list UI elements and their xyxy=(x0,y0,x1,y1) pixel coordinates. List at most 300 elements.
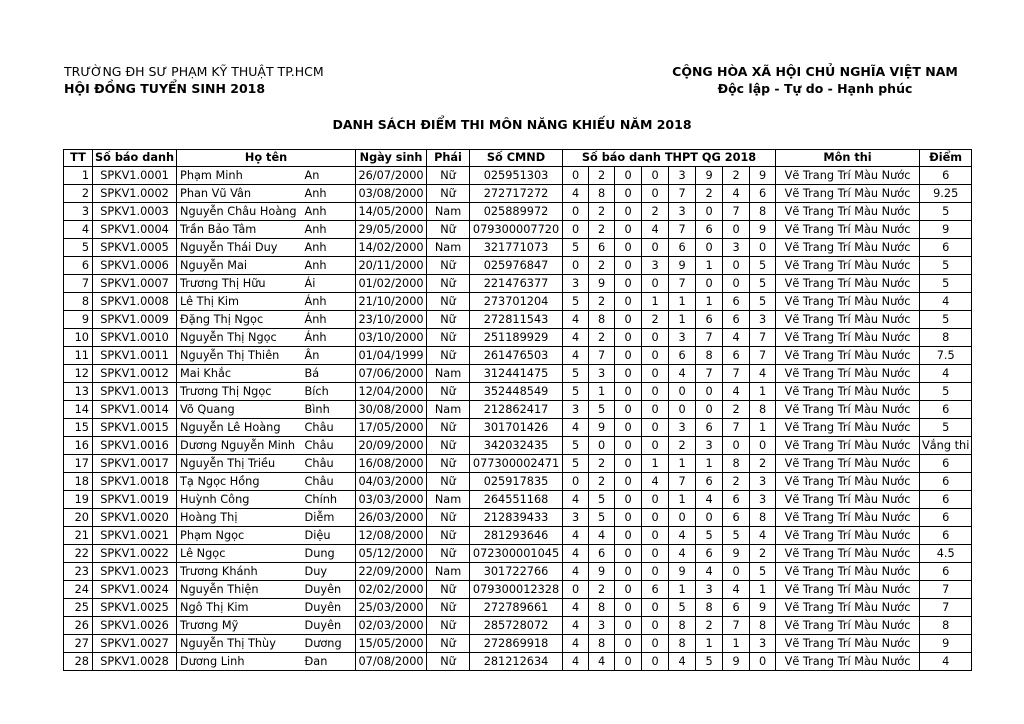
cell-sbd: SPKV1.0015 xyxy=(93,419,177,437)
cell-tt: 24 xyxy=(64,581,93,599)
cell-tt: 7 xyxy=(64,275,93,293)
council-name: HỘI ĐỒNG TUYỂN SINH 2018 xyxy=(64,81,266,96)
cell-digit: 0 xyxy=(615,311,642,329)
cell-digit: 4 xyxy=(750,527,776,545)
cell-digit: 7 xyxy=(750,347,776,365)
cell-ten: Châu xyxy=(304,473,356,491)
cell-sbd: SPKV1.0013 xyxy=(93,383,177,401)
cell-tt: 13 xyxy=(64,383,93,401)
cell-digit: 0 xyxy=(615,221,642,239)
cell-digit: 2 xyxy=(589,473,615,491)
cell-ten: Anh xyxy=(304,185,356,203)
table-row xyxy=(64,455,972,473)
cell-digit: 0 xyxy=(642,401,669,419)
cell-digit: 2 xyxy=(589,293,615,311)
cell-cmnd: 342032435 xyxy=(470,437,563,455)
cell-cmnd: 221476377 xyxy=(470,275,563,293)
cell-digit: 4 xyxy=(563,635,589,653)
cell-ngaysinh: 26/07/2000 xyxy=(356,167,427,185)
cell-digit: 1 xyxy=(750,581,776,599)
cell-digit: 4 xyxy=(563,617,589,635)
cell-digit: 5 xyxy=(563,293,589,311)
cell-cmnd: 272789661 xyxy=(470,599,563,617)
cell-digit: 4 xyxy=(723,329,750,347)
cell-digit: 0 xyxy=(615,491,642,509)
cell-ho: Nguyễn Thái Duy xyxy=(177,239,304,257)
table-row xyxy=(64,581,972,599)
cell-cmnd: 025976847 xyxy=(470,257,563,275)
cell-digit: 4 xyxy=(669,365,696,383)
cell-ho: Trương Thị Ngọc xyxy=(177,383,304,401)
cell-digit: 9 xyxy=(589,419,615,437)
cell-digit: 6 xyxy=(696,311,723,329)
cell-cmnd: 281212634 xyxy=(470,653,563,671)
cell-phai: Nữ xyxy=(427,257,470,275)
cell-ho: Võ Quang xyxy=(177,401,304,419)
cell-sbd: SPKV1.0014 xyxy=(93,401,177,419)
cell-digit: 2 xyxy=(723,167,750,185)
cell-digit: 6 xyxy=(750,185,776,203)
cell-monthi: Vẽ Trang Trí Màu Nước xyxy=(776,221,920,239)
cell-digit: 2 xyxy=(589,329,615,347)
cell-sbd: SPKV1.0003 xyxy=(93,203,177,221)
cell-cmnd: 251189929 xyxy=(470,329,563,347)
cell-digit: 1 xyxy=(696,257,723,275)
cell-ngaysinh: 07/06/2000 xyxy=(356,365,427,383)
cell-phai: Nữ xyxy=(427,455,470,473)
cell-cmnd: 273701204 xyxy=(470,293,563,311)
cell-ho: Hoàng Thị xyxy=(177,509,304,527)
cell-ngaysinh: 20/11/2000 xyxy=(356,257,427,275)
cell-sbd: SPKV1.0021 xyxy=(93,527,177,545)
cell-digit: 1 xyxy=(669,311,696,329)
cell-sbd: SPKV1.0012 xyxy=(93,365,177,383)
cell-digit: 8 xyxy=(750,203,776,221)
cell-ngaysinh: 14/02/2000 xyxy=(356,239,427,257)
cell-digit: 0 xyxy=(642,347,669,365)
cell-digit: 2 xyxy=(642,311,669,329)
cell-digit: 7 xyxy=(723,365,750,383)
cell-digit: 7 xyxy=(696,329,723,347)
cell-ten: Bình xyxy=(304,401,356,419)
cell-digit: 2 xyxy=(669,437,696,455)
cell-diem: 5 xyxy=(920,275,972,293)
cell-ho: Lê Thị Kim xyxy=(177,293,304,311)
cell-digit: 4 xyxy=(563,527,589,545)
cell-phai: Nam xyxy=(427,365,470,383)
cell-ngaysinh: 16/08/2000 xyxy=(356,455,427,473)
cell-digit: 1 xyxy=(696,635,723,653)
cell-digit: 3 xyxy=(589,365,615,383)
cell-monthi: Vẽ Trang Trí Màu Nước xyxy=(776,293,920,311)
cell-digit: 0 xyxy=(589,437,615,455)
cell-digit: 9 xyxy=(669,257,696,275)
cell-diem: 5 xyxy=(920,203,972,221)
cell-ten: Duyên xyxy=(304,599,356,617)
cell-digit: 2 xyxy=(589,257,615,275)
cell-phai: Nữ xyxy=(427,635,470,653)
cell-digit: 1 xyxy=(589,383,615,401)
cell-digit: 6 xyxy=(723,347,750,365)
cell-ho: Phạm Ngọc xyxy=(177,527,304,545)
cell-cmnd: 077300002471 xyxy=(470,455,563,473)
cell-digit: 8 xyxy=(669,635,696,653)
col-monthi: Môn thi xyxy=(776,150,920,167)
cell-tt: 25 xyxy=(64,599,93,617)
cell-tt: 6 xyxy=(64,257,93,275)
cell-diem: 8 xyxy=(920,329,972,347)
cell-digit: 4 xyxy=(696,491,723,509)
cell-tt: 8 xyxy=(64,293,93,311)
cell-ho: Nguyễn Lê Hoàng xyxy=(177,419,304,437)
cell-digit: 2 xyxy=(723,401,750,419)
cell-cmnd: 281293646 xyxy=(470,527,563,545)
cell-ten: Bích xyxy=(304,383,356,401)
cell-digit: 3 xyxy=(750,311,776,329)
cell-digit: 6 xyxy=(723,599,750,617)
cell-digit: 6 xyxy=(669,239,696,257)
cell-digit: 3 xyxy=(642,257,669,275)
cell-monthi: Vẽ Trang Trí Màu Nước xyxy=(776,419,920,437)
cell-digit: 0 xyxy=(563,167,589,185)
cell-digit: 3 xyxy=(669,329,696,347)
cell-digit: 6 xyxy=(723,509,750,527)
cell-ngaysinh: 03/08/2000 xyxy=(356,185,427,203)
cell-digit: 8 xyxy=(589,599,615,617)
cell-digit: 5 xyxy=(750,275,776,293)
cell-tt: 16 xyxy=(64,437,93,455)
cell-monthi: Vẽ Trang Trí Màu Nước xyxy=(776,635,920,653)
cell-digit: 7 xyxy=(669,473,696,491)
cell-diem: 6 xyxy=(920,491,972,509)
cell-ten: Duyên xyxy=(304,617,356,635)
cell-ho: Mai Khắc xyxy=(177,365,304,383)
cell-digit: 2 xyxy=(696,185,723,203)
table-row xyxy=(64,383,972,401)
cell-digit: 7 xyxy=(696,365,723,383)
cell-digit: 4 xyxy=(669,545,696,563)
cell-monthi: Vẽ Trang Trí Màu Nước xyxy=(776,257,920,275)
cell-ten: Dương xyxy=(304,635,356,653)
cell-phai: Nữ xyxy=(427,617,470,635)
score-table xyxy=(63,149,972,671)
cell-diem: 5 xyxy=(920,311,972,329)
cell-digit: 0 xyxy=(615,329,642,347)
cell-digit: 5 xyxy=(750,293,776,311)
cell-monthi: Vẽ Trang Trí Màu Nước xyxy=(776,437,920,455)
cell-digit: 0 xyxy=(723,257,750,275)
table-row xyxy=(64,311,972,329)
cell-sbd: SPKV1.0028 xyxy=(93,653,177,671)
cell-digit: 0 xyxy=(669,383,696,401)
table-row xyxy=(64,365,972,383)
cell-digit: 0 xyxy=(615,545,642,563)
cell-ho: Dương Nguyễn Minh xyxy=(177,437,304,455)
col-sbd: Số báo danh xyxy=(93,150,177,167)
cell-digit: 5 xyxy=(696,527,723,545)
cell-sbd: SPKV1.0009 xyxy=(93,311,177,329)
cell-diem: Vắng thi xyxy=(920,437,972,455)
cell-ngaysinh: 25/03/2000 xyxy=(356,599,427,617)
cell-digit: 0 xyxy=(642,275,669,293)
cell-digit: 4 xyxy=(642,221,669,239)
cell-tt: 9 xyxy=(64,311,93,329)
cell-diem: 6 xyxy=(920,509,972,527)
cell-digit: 0 xyxy=(642,167,669,185)
cell-diem: 6 xyxy=(920,473,972,491)
col-sbd-thpt: Số báo danh THPT QG 2018 xyxy=(563,150,776,167)
cell-ten: Ánh xyxy=(304,311,356,329)
cell-cmnd: 272717272 xyxy=(470,185,563,203)
cell-digit: 8 xyxy=(696,347,723,365)
cell-monthi: Vẽ Trang Trí Màu Nước xyxy=(776,383,920,401)
cell-tt: 22 xyxy=(64,545,93,563)
cell-monthi: Vẽ Trang Trí Màu Nước xyxy=(776,617,920,635)
cell-ngaysinh: 21/10/2000 xyxy=(356,293,427,311)
cell-digit: 0 xyxy=(615,419,642,437)
col-hoten: Họ tên xyxy=(177,150,356,167)
cell-sbd: SPKV1.0006 xyxy=(93,257,177,275)
cell-tt: 26 xyxy=(64,617,93,635)
cell-ho: Nguyễn Thị Ngọc xyxy=(177,329,304,347)
cell-ho: Nguyễn Mai xyxy=(177,257,304,275)
cell-diem: 7.5 xyxy=(920,347,972,365)
cell-diem: 4 xyxy=(920,365,972,383)
cell-ten: Ánh xyxy=(304,329,356,347)
cell-ten: An xyxy=(304,167,356,185)
cell-digit: 0 xyxy=(723,563,750,581)
cell-digit: 7 xyxy=(723,617,750,635)
cell-digit: 1 xyxy=(669,581,696,599)
cell-monthi: Vẽ Trang Trí Màu Nước xyxy=(776,509,920,527)
cell-diem: 6 xyxy=(920,563,972,581)
cell-digit: 0 xyxy=(615,275,642,293)
cell-tt: 1 xyxy=(64,167,93,185)
cell-sbd: SPKV1.0020 xyxy=(93,509,177,527)
cell-digit: 1 xyxy=(723,635,750,653)
cell-digit: 4 xyxy=(642,473,669,491)
cell-digit: 2 xyxy=(642,203,669,221)
cell-digit: 4 xyxy=(696,563,723,581)
cell-digit: 9 xyxy=(589,563,615,581)
cell-ten: Ái xyxy=(304,275,356,293)
cell-digit: 1 xyxy=(696,455,723,473)
cell-monthi: Vẽ Trang Trí Màu Nước xyxy=(776,527,920,545)
cell-phai: Nữ xyxy=(427,437,470,455)
cell-digit: 8 xyxy=(750,617,776,635)
cell-monthi: Vẽ Trang Trí Màu Nước xyxy=(776,401,920,419)
cell-digit: 0 xyxy=(696,275,723,293)
cell-tt: 3 xyxy=(64,203,93,221)
document-title: DANH SÁCH ĐIỂM THI MÔN NĂNG KHIẾU NĂM 2018 xyxy=(332,117,692,132)
cell-digit: 0 xyxy=(615,185,642,203)
cell-digit: 7 xyxy=(589,347,615,365)
cell-digit: 3 xyxy=(589,617,615,635)
cell-digit: 6 xyxy=(589,545,615,563)
cell-digit: 0 xyxy=(615,401,642,419)
cell-ho: Phạm Minh xyxy=(177,167,304,185)
cell-digit: 8 xyxy=(589,185,615,203)
table-row xyxy=(64,509,972,527)
cell-ten: Duyên xyxy=(304,581,356,599)
cell-phai: Nam xyxy=(427,563,470,581)
cell-cmnd: 025917835 xyxy=(470,473,563,491)
cell-phai: Nữ xyxy=(427,419,470,437)
table-row xyxy=(64,401,972,419)
cell-monthi: Vẽ Trang Trí Màu Nước xyxy=(776,311,920,329)
cell-digit: 0 xyxy=(615,365,642,383)
table-body xyxy=(64,167,972,671)
cell-digit: 0 xyxy=(723,437,750,455)
cell-ten: Ân xyxy=(304,347,356,365)
cell-monthi: Vẽ Trang Trí Màu Nước xyxy=(776,599,920,617)
cell-ho: Nguyễn Châu Hoàng xyxy=(177,203,304,221)
cell-sbd: SPKV1.0017 xyxy=(93,455,177,473)
cell-digit: 6 xyxy=(723,491,750,509)
cell-diem: 4 xyxy=(920,293,972,311)
cell-digit: 1 xyxy=(669,491,696,509)
cell-cmnd: 312441475 xyxy=(470,365,563,383)
cell-tt: 20 xyxy=(64,509,93,527)
header-left xyxy=(64,63,324,97)
cell-ho: Nguyễn Thị Thùy xyxy=(177,635,304,653)
cell-phai: Nữ xyxy=(427,545,470,563)
cell-ho: Nguyễn Thị Triều xyxy=(177,455,304,473)
table-row xyxy=(64,599,972,617)
cell-ngaysinh: 01/04/1999 xyxy=(356,347,427,365)
cell-ngaysinh: 07/08/2000 xyxy=(356,653,427,671)
cell-digit: 0 xyxy=(642,365,669,383)
table-row xyxy=(64,275,972,293)
cell-digit: 0 xyxy=(723,221,750,239)
cell-phai: Nữ xyxy=(427,599,470,617)
cell-cmnd: 352448549 xyxy=(470,383,563,401)
table-row xyxy=(64,203,972,221)
cell-phai: Nam xyxy=(427,239,470,257)
cell-digit: 4 xyxy=(563,653,589,671)
cell-cmnd: 261476503 xyxy=(470,347,563,365)
cell-tt: 2 xyxy=(64,185,93,203)
cell-digit: 2 xyxy=(589,203,615,221)
cell-sbd: SPKV1.0007 xyxy=(93,275,177,293)
cell-digit: 0 xyxy=(615,293,642,311)
cell-digit: 0 xyxy=(750,437,776,455)
cell-digit: 0 xyxy=(642,599,669,617)
header-right xyxy=(672,63,958,97)
cell-digit: 4 xyxy=(563,347,589,365)
cell-ngaysinh: 05/12/2000 xyxy=(356,545,427,563)
cell-tt: 23 xyxy=(64,563,93,581)
cell-tt: 11 xyxy=(64,347,93,365)
cell-ngaysinh: 01/02/2000 xyxy=(356,275,427,293)
cell-cmnd: 079300012328 xyxy=(470,581,563,599)
cell-ngaysinh: 12/08/2000 xyxy=(356,527,427,545)
cell-phai: Nữ xyxy=(427,275,470,293)
cell-digit: 0 xyxy=(563,221,589,239)
cell-sbd: SPKV1.0008 xyxy=(93,293,177,311)
cell-digit: 1 xyxy=(669,455,696,473)
cell-digit: 0 xyxy=(615,563,642,581)
cell-digit: 9 xyxy=(696,167,723,185)
cell-digit: 0 xyxy=(615,239,642,257)
cell-ho: Trương Khánh xyxy=(177,563,304,581)
cell-digit: 0 xyxy=(642,509,669,527)
cell-digit: 0 xyxy=(563,257,589,275)
table-row xyxy=(64,527,972,545)
cell-digit: 3 xyxy=(563,509,589,527)
cell-digit: 3 xyxy=(669,203,696,221)
cell-digit: 4 xyxy=(563,311,589,329)
cell-digit: 3 xyxy=(696,437,723,455)
cell-diem: 6 xyxy=(920,167,972,185)
cell-digit: 0 xyxy=(723,275,750,293)
cell-digit: 7 xyxy=(669,221,696,239)
col-ngaysinh: Ngày sinh xyxy=(356,150,427,167)
cell-ho: Tạ Ngọc Hồng xyxy=(177,473,304,491)
cell-digit: 4 xyxy=(723,185,750,203)
cell-digit: 2 xyxy=(589,167,615,185)
cell-digit: 1 xyxy=(750,383,776,401)
cell-phai: Nữ xyxy=(427,581,470,599)
cell-phai: Nam xyxy=(427,203,470,221)
cell-monthi: Vẽ Trang Trí Màu Nước xyxy=(776,563,920,581)
table-row xyxy=(64,293,972,311)
cell-ten: Bá xyxy=(304,365,356,383)
cell-digit: 4 xyxy=(563,599,589,617)
cell-diem: 6 xyxy=(920,455,972,473)
table-row xyxy=(64,419,972,437)
cell-ho: Lê Ngọc xyxy=(177,545,304,563)
cell-diem: 9 xyxy=(920,221,972,239)
cell-phai: Nữ xyxy=(427,347,470,365)
cell-digit: 6 xyxy=(696,419,723,437)
cell-digit: 7 xyxy=(750,329,776,347)
cell-digit: 3 xyxy=(750,491,776,509)
cell-digit: 7 xyxy=(669,185,696,203)
cell-cmnd: 025889972 xyxy=(470,203,563,221)
cell-ten: Châu xyxy=(304,455,356,473)
cell-digit: 6 xyxy=(669,347,696,365)
cell-diem: 7 xyxy=(920,581,972,599)
cell-phai: Nữ xyxy=(427,329,470,347)
cell-tt: 28 xyxy=(64,653,93,671)
cell-digit: 0 xyxy=(696,239,723,257)
cell-monthi: Vẽ Trang Trí Màu Nước xyxy=(776,455,920,473)
table-row xyxy=(64,437,972,455)
table-row xyxy=(64,635,972,653)
cell-digit: 7 xyxy=(723,203,750,221)
cell-cmnd: 072300001045 xyxy=(470,545,563,563)
cell-digit: 0 xyxy=(615,599,642,617)
cell-digit: 7 xyxy=(723,419,750,437)
cell-digit: 5 xyxy=(750,257,776,275)
cell-digit: 0 xyxy=(563,203,589,221)
cell-digit: 0 xyxy=(615,257,642,275)
cell-sbd: SPKV1.0001 xyxy=(93,167,177,185)
table-row xyxy=(64,257,972,275)
cell-digit: 4 xyxy=(563,491,589,509)
cell-digit: 0 xyxy=(669,509,696,527)
cell-cmnd: 212862417 xyxy=(470,401,563,419)
cell-tt: 17 xyxy=(64,455,93,473)
cell-digit: 2 xyxy=(750,545,776,563)
cell-phai: Nam xyxy=(427,491,470,509)
cell-monthi: Vẽ Trang Trí Màu Nước xyxy=(776,653,920,671)
cell-sbd: SPKV1.0027 xyxy=(93,635,177,653)
cell-digit: 6 xyxy=(696,545,723,563)
cell-digit: 4 xyxy=(723,581,750,599)
cell-monthi: Vẽ Trang Trí Màu Nước xyxy=(776,473,920,491)
